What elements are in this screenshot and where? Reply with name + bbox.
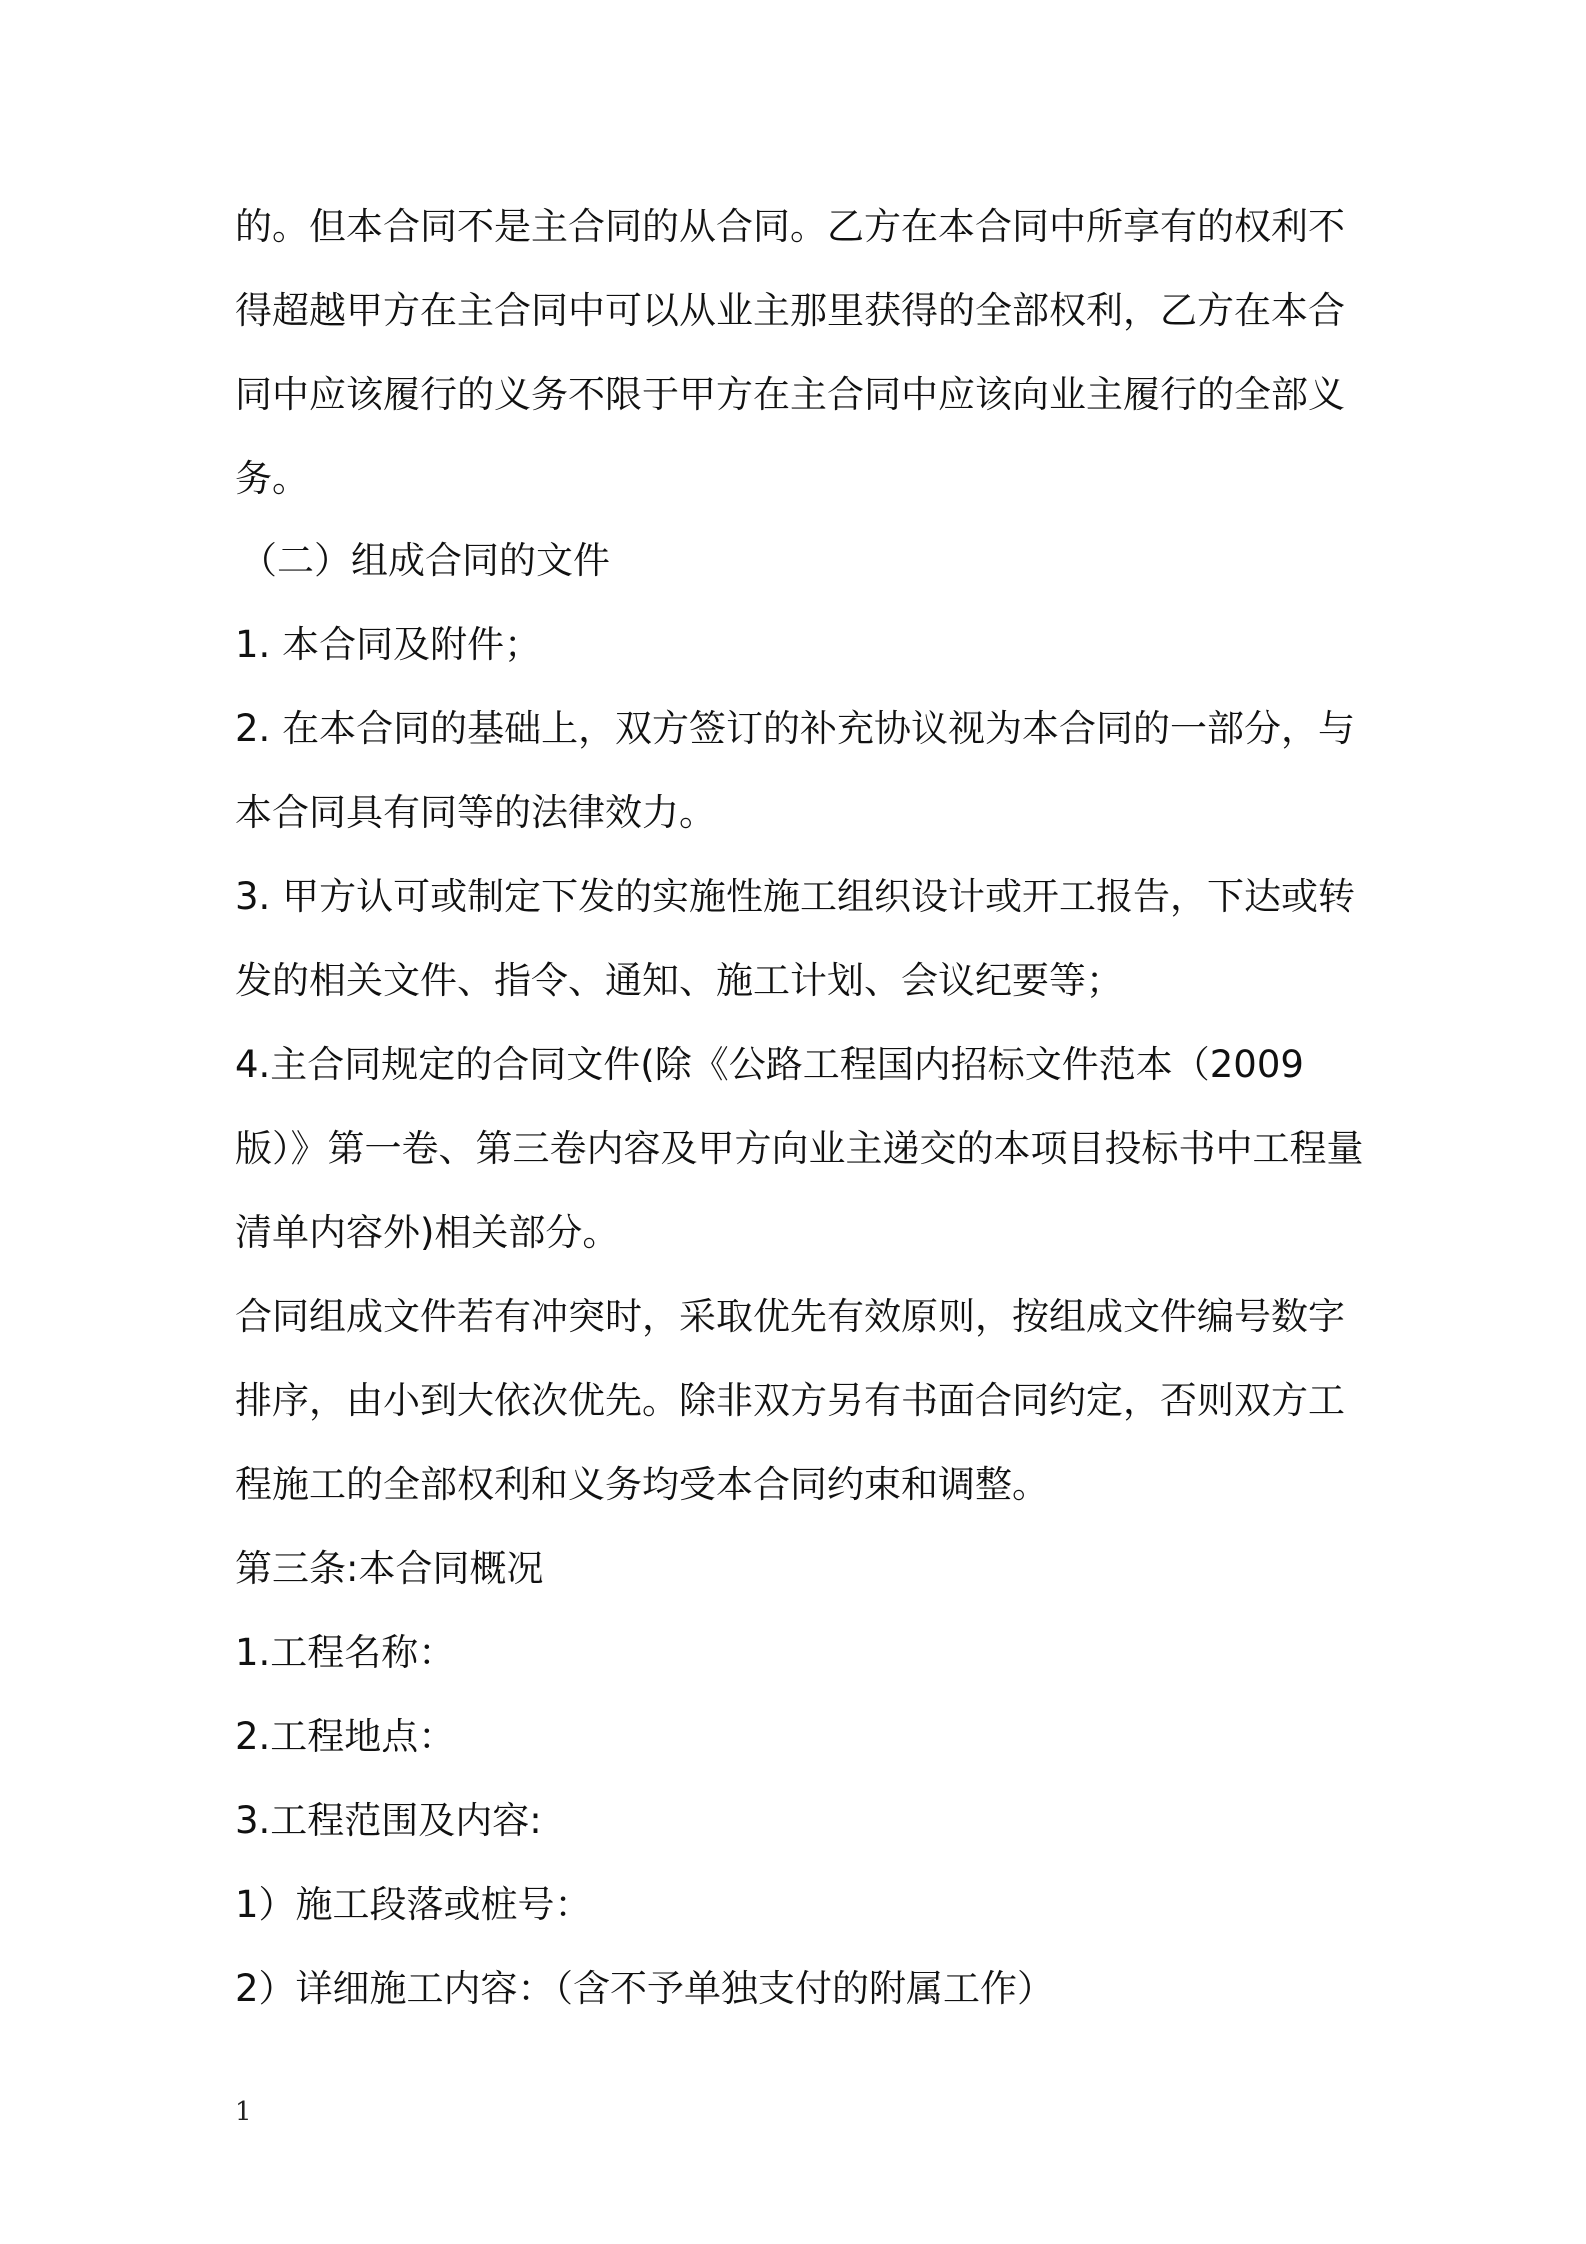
section-heading-contract-documents: （二）组成合同的文件 bbox=[240, 539, 610, 582]
project-name-field: 1.工程名称： bbox=[235, 1631, 456, 1674]
list-item-2: 2. 在本合同的基础上，双方签订的补充协议视为本合同的一部分，与本合同具有同等的法律效力。 bbox=[235, 707, 1356, 834]
article-three-heading: 第三条:本合同概况 bbox=[235, 1547, 544, 1590]
construction-section-field: 1）施工段落或桩号： bbox=[235, 1883, 592, 1926]
project-location-field: 2.工程地点： bbox=[235, 1715, 456, 1758]
page-number: 1 bbox=[235, 2097, 252, 2127]
list-item-1: 1. 本合同及附件； bbox=[235, 623, 542, 666]
paragraph-priority-rule: 合同组成文件若有冲突时，采取优先有效原则，按组成文件编号数字排序，由小到大依次优先。除非双方另有书面合同约定，否则双方工程施工的全部权利和义务均受本合同约束和调整。 bbox=[235, 1295, 1345, 1506]
list-item-3: 3. 甲方认可或制定下发的实施性施工组织设计或开工报告，下达或转发的相关文件、指令、通知、施工计划、会议纪要等； bbox=[235, 875, 1356, 1002]
list-item-4: 4.主合同规定的合同文件(除《公路工程国内招标文件范本（2009版）》第一卷、第三卷内容及甲方向业主递交的本项目投标书中工程量清单内容外)相关部分。 bbox=[235, 1043, 1364, 1254]
construction-details-field: 2）详细施工内容：（含不予单独支付的附属工作） bbox=[235, 1967, 1055, 2010]
project-scope-field: 3.工程范围及内容: bbox=[235, 1799, 542, 1842]
paragraph-subcontract-relation: 的。但本合同不是主合同的从合同。乙方在本合同中所享有的权利不得超越甲方在主合同中可以从业主那里获得的全部权利，乙方在本合同中应该履行的义务不限于甲方在主合同中应该向业主履行的全部义务。 bbox=[235, 205, 1345, 500]
